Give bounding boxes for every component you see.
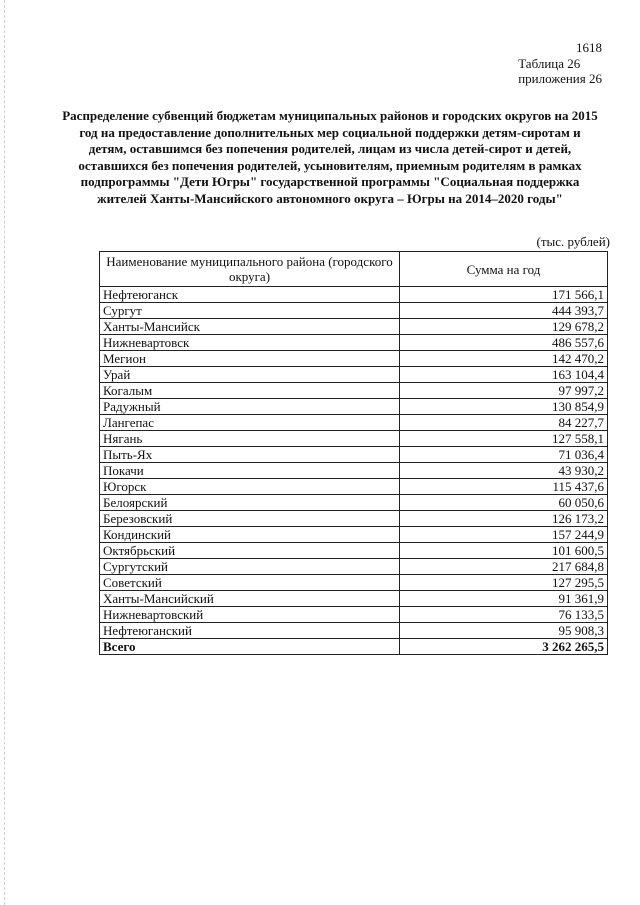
municipality-name: Нягань <box>100 431 400 447</box>
amount-value: 60 050,6 <box>400 495 608 511</box>
table-row <box>100 383 608 399</box>
table-row <box>100 287 608 303</box>
amount-value: 76 133,5 <box>400 607 608 623</box>
amount-value: 91 361,9 <box>400 591 608 607</box>
municipality-name: Лангепас <box>100 415 400 431</box>
amount-value: 97 997,2 <box>400 383 608 399</box>
municipality-name: Покачи <box>100 463 400 479</box>
unit-note: (тыс. рублей) <box>536 234 610 249</box>
total-value: 3 262 265,5 <box>400 639 608 655</box>
amount-value: 126 173,2 <box>400 511 608 527</box>
municipality-name: Белоярский <box>100 495 400 511</box>
municipality-name: Сургутский <box>100 559 400 575</box>
amount-value: 127 558,1 <box>400 431 608 447</box>
municipality-name: Пыть-Ях <box>100 447 400 463</box>
table-row <box>100 303 608 319</box>
municipality-name: Ханты-Мансийск <box>100 319 400 335</box>
document-title: Распределение субвенций бюджетам муниципальных районов и городских округов на 2015 год на предоставление дополнительных мер социальной поддержки детям-сиротам и детям, оставшимся без попечения родителей, лицам из числа детей-сирот и детей, оставшихся без попечения родителей, усыновителям, приемным родителям в рамках подпрограммы "Дети Югры" государственной программы "Социальная поддержка жителей Ханты-Мансийского автономного округа – Югры на 2014–2020 годы" <box>62 108 598 206</box>
table-body <box>100 287 608 655</box>
amount-value: 115 437,6 <box>400 479 608 495</box>
table-caption-line1: Таблица 26 <box>518 56 581 71</box>
table-row <box>100 527 608 543</box>
amount-value: 43 930,2 <box>400 463 608 479</box>
amount-value: 84 227,7 <box>400 415 608 431</box>
municipality-name: Радужный <box>100 399 400 415</box>
municipality-name: Урай <box>100 367 400 383</box>
table-header-row <box>100 252 608 287</box>
table-row <box>100 623 608 639</box>
table-row <box>100 607 608 623</box>
amount-value: 130 854,9 <box>400 399 608 415</box>
table-row <box>100 495 608 511</box>
scan-margin-line <box>4 0 6 905</box>
municipality-name: Нижневартовский <box>100 607 400 623</box>
table-caption <box>518 56 602 86</box>
amount-value: 95 908,3 <box>400 623 608 639</box>
table-row <box>100 543 608 559</box>
amount-value: 157 244,9 <box>400 527 608 543</box>
amount-value: 217 684,8 <box>400 559 608 575</box>
table-row <box>100 591 608 607</box>
amount-value: 127 295,5 <box>400 575 608 591</box>
table-row <box>100 431 608 447</box>
municipality-name: Нефтеюганский <box>100 623 400 639</box>
municipality-name: Когалым <box>100 383 400 399</box>
total-label: Всего <box>100 639 400 655</box>
table-row <box>100 575 608 591</box>
table-row <box>100 335 608 351</box>
amount-value: 171 566,1 <box>400 287 608 303</box>
table-row <box>100 415 608 431</box>
municipality-name: Ханты-Мансийский <box>100 591 400 607</box>
table-row <box>100 559 608 575</box>
page-number: 1618 <box>576 40 602 55</box>
municipality-name: Сургут <box>100 303 400 319</box>
amount-value: 142 470,2 <box>400 351 608 367</box>
amount-value: 486 557,6 <box>400 335 608 351</box>
municipality-name: Советский <box>100 575 400 591</box>
total-row <box>100 639 608 655</box>
table-row <box>100 511 608 527</box>
table-row <box>100 463 608 479</box>
municipality-name: Кондинский <box>100 527 400 543</box>
subventions-table <box>99 251 608 655</box>
amount-value: 101 600,5 <box>400 543 608 559</box>
table-row <box>100 351 608 367</box>
amount-value: 129 678,2 <box>400 319 608 335</box>
municipality-name: Югорск <box>100 479 400 495</box>
amount-value: 444 393,7 <box>400 303 608 319</box>
amount-value: 71 036,4 <box>400 447 608 463</box>
table-row <box>100 319 608 335</box>
table-row <box>100 447 608 463</box>
amount-value: 163 104,4 <box>400 367 608 383</box>
municipality-name: Октябрьский <box>100 543 400 559</box>
municipality-name: Нефтеюганск <box>100 287 400 303</box>
municipality-name: Нижневартовск <box>100 335 400 351</box>
header-municipality: Наименование муниципального района (городского округа) <box>100 252 400 287</box>
municipality-name: Мегион <box>100 351 400 367</box>
header-amount: Сумма на год <box>400 252 608 287</box>
table-caption-line2: приложения 26 <box>518 71 602 86</box>
table-row <box>100 479 608 495</box>
table-row <box>100 367 608 383</box>
municipality-name: Березовский <box>100 511 400 527</box>
table-row <box>100 399 608 415</box>
